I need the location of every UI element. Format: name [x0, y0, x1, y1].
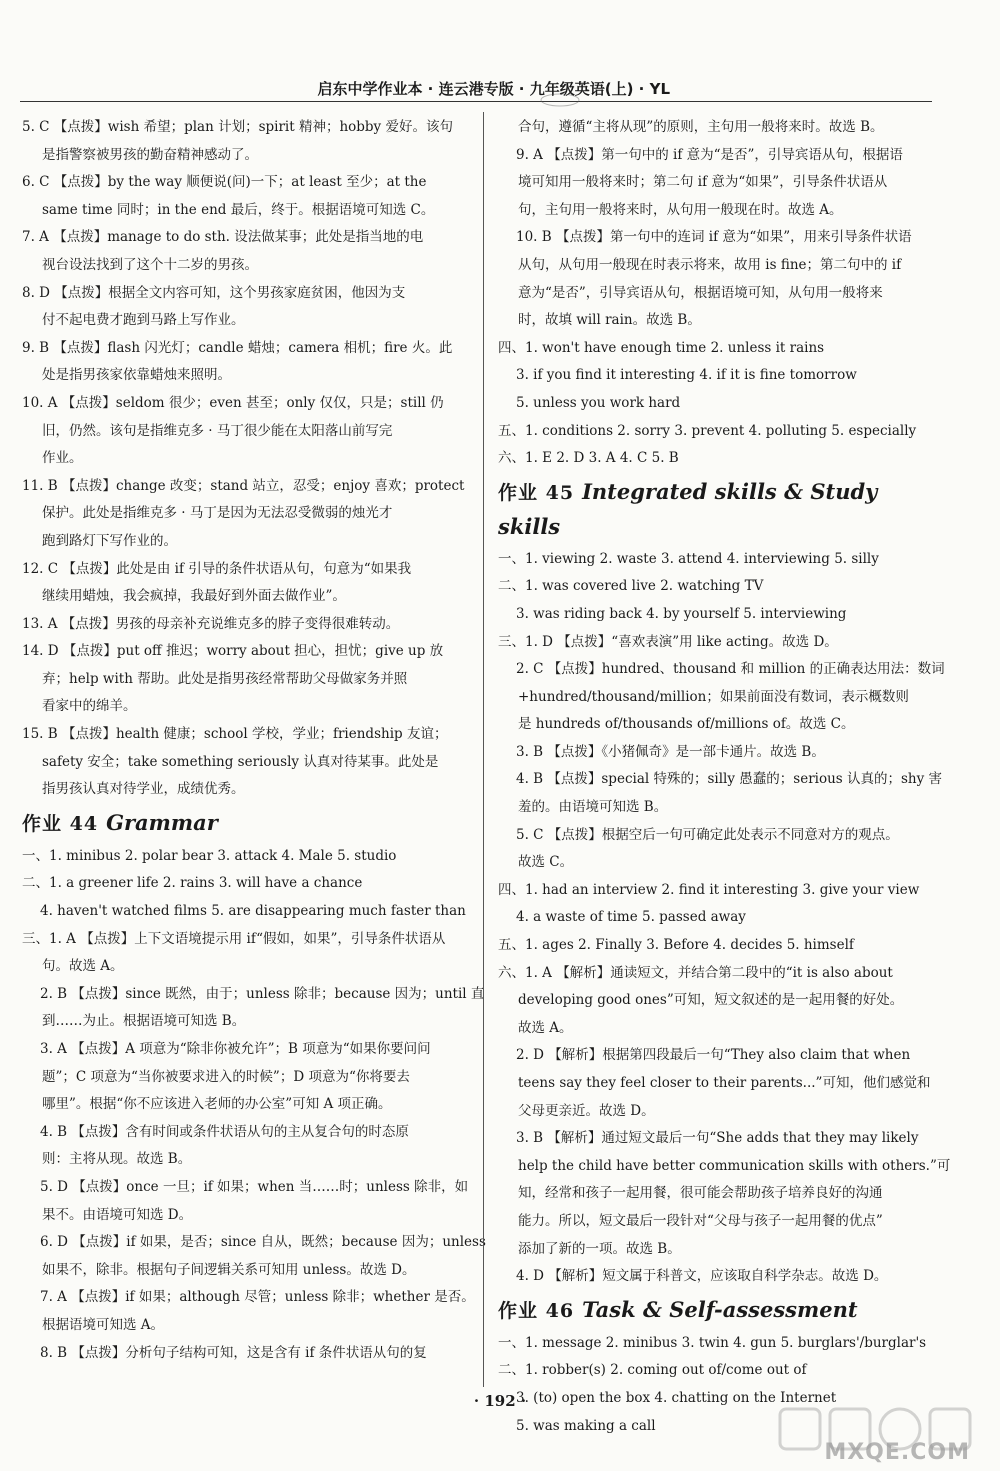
answer-line: 三、1. A 【点拨】上下文语境提示用 if“假如，如果”，引导条件状语从	[22, 930, 446, 947]
answer-line: 继续用蜡烛，我会疯掉，我最好到外面去做作业”。	[42, 588, 346, 605]
answer-line: 四、1. won't have enough time 2. unless it rains	[498, 339, 825, 356]
answer-line: 6. C 【点拨】by the way 顺便说(问)一下；at least 至少；at the	[22, 174, 427, 191]
answer-line: 羞的。由语境可知选 B。	[518, 799, 668, 816]
section-heading	[498, 1293, 938, 1328]
answer-line: 5. was making a call	[516, 1417, 656, 1434]
answer-line: 10. B 【点拨】第一句中的连词 if 意为“如果”，用来引导条件状语	[516, 229, 912, 246]
answer-line: 2. B 【点拨】since 既然，由于；unless 除非；because 因为；until 直	[40, 985, 485, 1002]
answer-line: 故选 C。	[518, 854, 574, 871]
answer-line: 3. B 【解析】通过短文最后一句“She adds that they may likely	[516, 1130, 919, 1147]
answer-line: 则：主将从现。故选 B。	[42, 1151, 192, 1168]
answer-line: 哪里”。根据“你不应该进入老师的办公室”可知 A 项正确。	[42, 1096, 392, 1113]
answer-line: 时，故填 will rain。故选 B。	[518, 312, 701, 329]
answer-line: 12. C 【点拨】此处是由 if 引导的条件状语从句，句意为“如果我	[22, 560, 412, 577]
running-header: 启东中学作业本 · 连云港专版 · 九年级英语(上) · YL	[317, 80, 670, 98]
answer-line: 境可知用一般将来时；第二句 if 意为“如果”，引导条件状语从	[518, 174, 888, 191]
answer-line: help the child have better communication skills with others.”可	[518, 1157, 951, 1174]
answer-line: 能力。所以，短文最后一段针对“父母与孩子一起用餐的优点”	[518, 1212, 883, 1229]
answer-line: 句。故选 A。	[42, 958, 124, 975]
answer-line: 二、1. a greener life 2. rains 3. will have a chance	[22, 875, 363, 892]
answer-line: 5. D 【点拨】once 一旦；if 如果；when 当……时；unless 除非，如	[40, 1178, 469, 1195]
answer-line: 四、1. had an interview 2. find it interesting 3. give your view	[498, 881, 920, 898]
answer-line: 如果不，除非。根据句子间逻辑关系可知用 unless。故选 D。	[42, 1261, 416, 1278]
answer-line: 五、1. ages 2. Finally 3. Before 4. decides 5. himself	[498, 937, 854, 954]
answer-line: +hundred/thousand/million；如果前面没有数词，表示概数则	[518, 688, 909, 705]
answer-line: 从句，从句用一般现在时表示将来，故用 is fine；第二句中的 if	[518, 256, 902, 273]
left-column	[22, 114, 486, 1367]
page-number: · 192 ·	[473, 1392, 527, 1410]
answer-line: 作业。	[42, 450, 83, 467]
answer-line: 六、1. E 2. D 3. A 4. C 5. B	[498, 450, 679, 467]
right-column	[498, 114, 951, 1440]
answer-line: 视台设法找到了这个十二岁的男孩。	[42, 256, 258, 273]
answer-line: 看家中的绵羊。	[42, 698, 137, 715]
answer-line: 添加了新的一项。故选 B。	[518, 1240, 681, 1257]
answer-line: 是 hundreds of/thousands of/millions of。故选 C。	[518, 716, 855, 733]
answer-line: 5. C 【点拨】wish 希望；plan 计划；spirit 精神；hobby 爱好。该句	[22, 119, 453, 135]
answer-line: 10. A 【点拨】seldom 很少；even 甚至；only 仅仅，只是；still 仍	[22, 394, 444, 411]
answer-line: safety 安全；take something seriously 认真对待某事。此处是	[42, 753, 439, 770]
answer-line: 14. D 【点拨】put off 推迟；worry about 担心，担忧；give up 放	[22, 643, 444, 660]
answer-line: 父母更亲近。故选 D。	[518, 1102, 655, 1119]
answer-line: 一、1. message 2. minibus 3. twin 4. gun 5. burglars'/burglar's	[498, 1334, 927, 1351]
section-heading	[22, 806, 482, 841]
answer-line: 3. was riding back 4. by yourself 5. interviewing	[516, 605, 847, 622]
answer-line: 5. C 【点拨】根据空后一句可确定此处表示不同意对方的观点。	[516, 826, 899, 843]
answer-line: 15. B 【点拨】health 健康；school 学校，学业；friendship 友谊；	[22, 726, 448, 743]
answer-line: 5. unless you work hard	[516, 394, 681, 411]
answer-line: 4. B 【点拨】special 特殊的；silly 愚蠢的；serious 认真的；shy 害	[516, 771, 943, 788]
answer-line: 付不起电费才跑到马路上写作业。	[42, 312, 245, 329]
answer-line: 二、1. was covered live 2. watching TV	[498, 578, 764, 595]
answer-line: 一、1. viewing 2. waste 3. attend 4. interviewing 5. silly	[498, 550, 879, 567]
answer-line: 五、1. conditions 2. sorry 3. prevent 4. polluting 5. especially	[498, 422, 917, 439]
answer-line: 3. B 【点拨】《小猪佩奇》是一部卡通片。故选 B。	[516, 743, 825, 760]
answer-line: teens say they feel closer to their parents...”可知，他们感觉和	[518, 1075, 931, 1091]
answer-line: 句，主句用一般将来时，从句用一般现在时。故选 A。	[518, 201, 843, 218]
answer-line: 一、1. minibus 2. polar bear 3. attack 4. Male 5. studio	[22, 847, 397, 864]
watermark-text: MXQE.COM	[824, 1440, 970, 1465]
answer-line: 保护。此处是指维克多 · 马丁是因为无法忍受微弱的烛光才	[42, 505, 393, 522]
section-title: Task & Self-assessment	[582, 1296, 858, 1322]
answer-line: 故选 A。	[518, 1019, 573, 1036]
stamp-mark	[540, 93, 580, 107]
answer-line: 是指警察被男孩的勤奋精神感动了。	[42, 146, 258, 163]
answer-line: 根据语境可知选 A。	[42, 1316, 165, 1333]
answer-line: 3. if you find it interesting 4. if it is fine tomorrow	[516, 367, 857, 384]
answer-line: 指男孩认真对待学业，成绩优秀。	[42, 781, 245, 798]
answer-line: same time 同时；in the end 最后，终于。根据语境可知选 C。	[42, 201, 435, 218]
answer-line: 处是指男孩家依靠蜡烛来照明。	[42, 367, 231, 384]
answer-line: 6. D 【点拨】if 如果，是否；since 自从，既然；because 因为；unless	[40, 1234, 486, 1251]
answer-line: 4. haven't watched films 5. are disappearing much faster than	[40, 903, 466, 920]
answer-line: 7. A 【点拨】if 如果；although 尽管；unless 除非；whether 是否。	[40, 1289, 475, 1306]
answer-line: 8. B 【点拨】分析句子结构可知，这是含有 if 条件状语从句的复	[40, 1344, 427, 1361]
answer-line: developing good ones”可知，短文叙述的是一起用餐的好处。	[518, 992, 904, 1009]
column-divider	[483, 112, 484, 1387]
answer-line: 题”；C 项意为“当你被要求进入的时候”；D 项意为“你将要去	[42, 1068, 410, 1085]
answer-line: 7. A 【点拨】manage to do sth. 设法做某事；此处是指当地的电	[22, 229, 424, 246]
answer-line: 果不。由语境可知选 D。	[42, 1206, 193, 1223]
section-number: 作业 46	[498, 1299, 575, 1322]
answer-line: 3. (to) open the box 4. chatting on the Internet	[516, 1389, 837, 1406]
answer-line: 13. A 【点拨】男孩的母亲补充说维克多的脖子变得很难转动。	[22, 615, 400, 632]
answer-line: 2. D 【解析】根据第四段最后一句“They also claim that when	[516, 1047, 911, 1064]
answer-line: 11. B 【点拨】change 改变；stand 站立，忍受；enjoy 喜欢；protect	[22, 477, 465, 494]
section-number: 作业 44	[22, 812, 99, 835]
header-rule	[20, 101, 932, 102]
answer-line: 4. D 【解析】短文属于科普文，应该取自科学杂志。故选 D。	[516, 1268, 888, 1285]
answer-line: 旧，仍然。该句是指维克多 · 马丁很少能在太阳落山前写完	[42, 422, 393, 439]
answer-line: 知，经常和孩子一起用餐，很可能会帮助孩子培养良好的沟通	[518, 1185, 883, 1202]
answer-line: 二、1. robber(s) 2. coming out of/come out of	[498, 1362, 807, 1379]
answer-line: 弃；help with 帮助。此处是指男孩经常帮助父母做家务并照	[42, 670, 408, 687]
answer-line: 8. D 【点拨】根据全文内容可知，这个男孩家庭贫困，他因为支	[22, 284, 406, 301]
answer-line: 六、1. A 【解析】通读短文，并结合第二段中的“it is also about	[498, 964, 893, 981]
answer-line: 2. C 【点拨】hundred、thousand 和 million 的正确表达用法：数词	[516, 661, 945, 678]
section-number: 作业 45	[498, 481, 575, 504]
answer-line: 合句，遵循“主将从现”的原则，主句用一般将来时。故选 B。	[518, 119, 884, 135]
answer-line: 跑到路灯下写作业的。	[42, 532, 177, 549]
answer-line: 9. B 【点拨】flash 闪光灯；candle 蜡烛；camera 相机；fire 火。此	[22, 339, 453, 356]
section-title: Grammar	[106, 809, 218, 835]
answer-line: 三、1. D 【点拨】“喜欢表演”用 like acting。故选 D。	[498, 633, 838, 650]
section-heading	[498, 475, 938, 544]
answer-line: 3. A 【点拨】A 项意为“除非你被允许”；B 项意为“如果你要问问	[40, 1041, 431, 1057]
answer-line: 到……为止。根据语境可知选 B。	[42, 1013, 246, 1030]
section-title: Integrated skills & Study skills	[498, 478, 878, 539]
answer-line: 4. B 【点拨】含有时间或条件状语从句的主从复合句的时态原	[40, 1123, 409, 1140]
answer-line: 4. a waste of time 5. passed away	[516, 909, 746, 926]
answer-line: 意为“是否”，引导宾语从句，根据语境可知，从句用一般将来	[518, 284, 883, 301]
answer-line: 9. A 【点拨】第一句中的 if 意为“是否”，引导宾语从句，根据语	[516, 146, 903, 163]
